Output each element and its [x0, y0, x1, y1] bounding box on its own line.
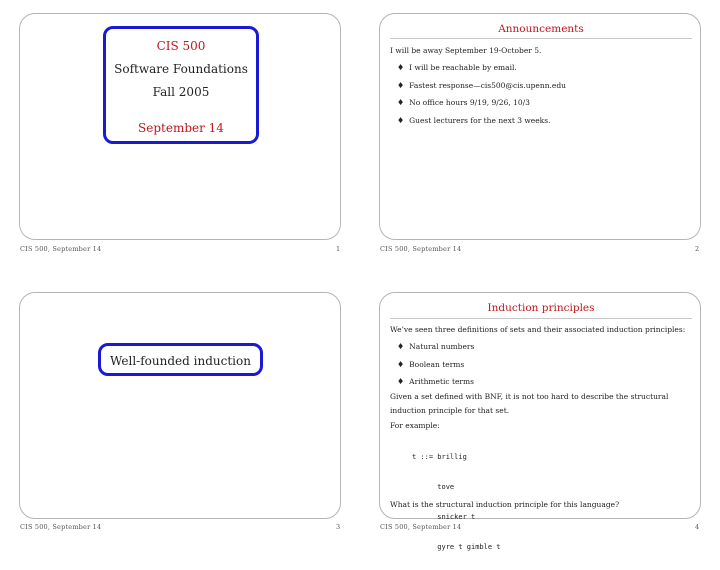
slide-3-page-number: 3: [336, 523, 341, 531]
code-line: gyre t gimble t: [412, 543, 501, 551]
course-code: CIS 500: [156, 39, 206, 53]
code-line: tove: [412, 483, 455, 491]
diamond-bullet-icon: ♦: [397, 115, 405, 125]
code-line: snicker t: [412, 513, 476, 521]
slide-4-question: What is the structural induction principle for this language?: [390, 500, 620, 509]
slide-1-title-box: [103, 26, 259, 144]
course-title: Software Foundations: [114, 62, 248, 76]
list-item: ♦ No office hours 9/19, 9/26, 10/3: [397, 94, 566, 112]
diamond-bullet-icon: ♦: [397, 98, 405, 107]
course-term: Fall 2005: [152, 85, 210, 99]
slide-4-paragraph-line-2: induction principle for that set.: [390, 406, 510, 415]
slide-1-footer: CIS 500, September 14: [20, 245, 102, 253]
diamond-bullet-icon: ♦: [397, 80, 405, 90]
slide-2-page-number: 2: [695, 245, 700, 253]
list-item: ♦ Guest lecturers for the next 3 weeks.: [397, 112, 566, 130]
slide-1-page-number: 1: [336, 245, 341, 253]
slide-2: [379, 13, 701, 240]
slide-4-heading: Induction principles: [487, 302, 595, 314]
slide-3-footer: CIS 500, September 14: [20, 523, 102, 531]
diamond-bullet-icon: ♦: [397, 342, 405, 351]
lecture-date: September 14: [138, 121, 224, 135]
slide-3: [19, 292, 341, 519]
slide-4-footer: CIS 500, September 14: [380, 523, 462, 531]
diamond-bullet-icon: ♦: [397, 63, 405, 72]
diamond-bullet-icon: ♦: [397, 359, 405, 369]
slide-2-bullet-list: [397, 59, 566, 129]
slide-2-heading-rule: [390, 38, 692, 39]
slide-4-bullet-list: [397, 338, 474, 391]
slide-2-heading: Announcements: [498, 23, 584, 35]
code-line: t ::= brillig: [412, 453, 467, 461]
slide-4-paragraph-line-1: Given a set defined with BNF, it is not too hard to describe the structural: [390, 392, 669, 401]
slide-2-intro: I will be away September 19-October 5.: [390, 46, 542, 55]
list-item: ♦ Boolean terms: [397, 356, 474, 374]
list-item: ♦ Arithmetic terms: [397, 373, 474, 391]
slide-4-heading-rule: [390, 318, 692, 319]
diamond-bullet-icon: ♦: [397, 377, 405, 386]
slide-4-page-number: 4: [695, 523, 700, 531]
list-item: ♦ Natural numbers: [397, 338, 474, 356]
slide-1: [19, 13, 341, 240]
slide-4-intro: We’ve seen three definitions of sets and their associated induction principles:: [390, 325, 686, 334]
list-item: ♦ I will be reachable by email.: [397, 59, 566, 77]
section-title: Well-founded induction: [110, 354, 251, 368]
list-item: ♦ Fastest response—cis500@cis.upenn.edu: [397, 77, 566, 95]
slide-4-for-example: For example:: [390, 421, 440, 430]
slide-3-title-box: [98, 343, 263, 376]
slide-2-footer: CIS 500, September 14: [380, 245, 462, 253]
